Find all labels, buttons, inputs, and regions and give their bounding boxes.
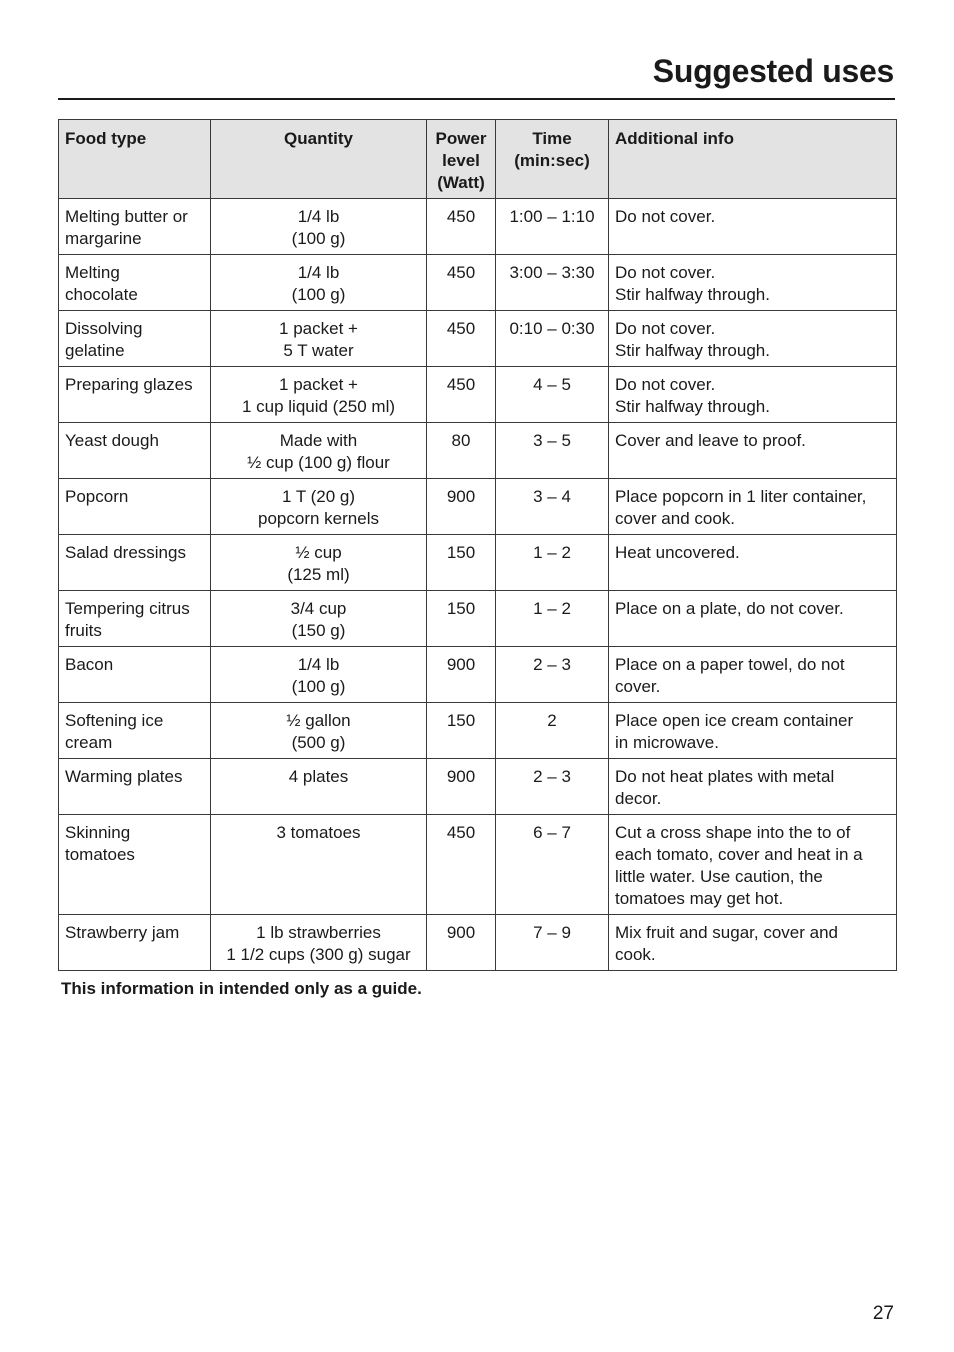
cell-food-type: Preparing glazes xyxy=(59,367,211,423)
cell-food-type: Strawberry jam xyxy=(59,915,211,971)
cell-power-level: 150 xyxy=(427,535,496,591)
cell-power-level: 450 xyxy=(427,815,496,915)
cell-time: 6 – 7 xyxy=(496,815,609,915)
table-row xyxy=(59,367,897,423)
cell-additional-info: Do not cover. Stir halfway through. xyxy=(609,367,897,423)
cell-food-type: Yeast dough xyxy=(59,423,211,479)
cell-food-type: Melting butter or margarine xyxy=(59,199,211,255)
cell-food-type: Popcorn xyxy=(59,479,211,535)
cell-quantity: 1 packet + 5 T water xyxy=(211,311,427,367)
cell-time: 1:00 – 1:10 xyxy=(496,199,609,255)
cell-quantity: 4 plates xyxy=(211,759,427,815)
cell-time: 2 – 3 xyxy=(496,759,609,815)
suggested-uses-table xyxy=(58,119,897,971)
cell-additional-info: Cut a cross shape into the to of each tomato, cover and heat in a little water. Use caution, the tomatoes may get hot. xyxy=(609,815,897,915)
cell-additional-info: Do not heat plates with metal decor. xyxy=(609,759,897,815)
guide-footnote: This information in intended only as a guide. xyxy=(61,979,422,998)
table-row xyxy=(59,423,897,479)
table-row xyxy=(59,535,897,591)
cell-food-type: Bacon xyxy=(59,647,211,703)
table-row xyxy=(59,199,897,255)
table-row xyxy=(59,703,897,759)
cell-power-level: 900 xyxy=(427,647,496,703)
cell-time: 0:10 – 0:30 xyxy=(496,311,609,367)
table-row xyxy=(59,591,897,647)
table-row xyxy=(59,311,897,367)
cell-power-level: 150 xyxy=(427,591,496,647)
cell-quantity: 1/4 lb (100 g) xyxy=(211,199,427,255)
cell-food-type: Softening ice cream xyxy=(59,703,211,759)
cell-time: 4 – 5 xyxy=(496,367,609,423)
cell-food-type: Salad dressings xyxy=(59,535,211,591)
cell-time: 3:00 – 3:30 xyxy=(496,255,609,311)
cell-time: 7 – 9 xyxy=(496,915,609,971)
cell-time: 2 xyxy=(496,703,609,759)
cell-time: 1 – 2 xyxy=(496,535,609,591)
cell-additional-info: Heat uncovered. xyxy=(609,535,897,591)
cell-food-type: Tempering citrus fruits xyxy=(59,591,211,647)
cell-additional-info: Do not cover. Stir halfway through. xyxy=(609,255,897,311)
cell-quantity: ½ cup (125 ml) xyxy=(211,535,427,591)
cell-additional-info: Place popcorn in 1 liter container, cover and cook. xyxy=(609,479,897,535)
table-header-row xyxy=(59,120,897,199)
header-food-type: Food type xyxy=(59,120,211,199)
table-row xyxy=(59,815,897,915)
cell-food-type: Skinning tomatoes xyxy=(59,815,211,915)
cell-power-level: 450 xyxy=(427,311,496,367)
cell-additional-info: Place open ice cream container in microwave. xyxy=(609,703,897,759)
table-row xyxy=(59,479,897,535)
cell-quantity: 1/4 lb (100 g) xyxy=(211,255,427,311)
header-power-level: Power level (Watt) xyxy=(427,120,496,199)
cell-quantity: 1 packet + 1 cup liquid (250 ml) xyxy=(211,367,427,423)
cell-food-type: Dissolving gelatine xyxy=(59,311,211,367)
cell-power-level: 900 xyxy=(427,479,496,535)
cell-power-level: 80 xyxy=(427,423,496,479)
cell-quantity: Made with ½ cup (100 g) flour xyxy=(211,423,427,479)
cell-quantity: 1 T (20 g) popcorn kernels xyxy=(211,479,427,535)
cell-power-level: 150 xyxy=(427,703,496,759)
cell-additional-info: Do not cover. xyxy=(609,199,897,255)
cell-power-level: 900 xyxy=(427,759,496,815)
cell-time: 1 – 2 xyxy=(496,591,609,647)
cell-time: 3 – 5 xyxy=(496,423,609,479)
cell-additional-info: Cover and leave to proof. xyxy=(609,423,897,479)
cell-quantity: 3 tomatoes xyxy=(211,815,427,915)
header-quantity: Quantity xyxy=(211,120,427,199)
page-title: Suggested uses xyxy=(652,53,894,89)
cell-additional-info: Place on a paper towel, do not cover. xyxy=(609,647,897,703)
table-row xyxy=(59,915,897,971)
title-rule xyxy=(58,98,895,100)
cell-time: 3 – 4 xyxy=(496,479,609,535)
cell-food-type: Warming plates xyxy=(59,759,211,815)
cell-quantity: 1/4 lb (100 g) xyxy=(211,647,427,703)
cell-additional-info: Do not cover. Stir halfway through. xyxy=(609,311,897,367)
cell-power-level: 900 xyxy=(427,915,496,971)
header-time: Time (min:sec) xyxy=(496,120,609,199)
table-row xyxy=(59,647,897,703)
cell-quantity: 3/4 cup (150 g) xyxy=(211,591,427,647)
cell-time: 2 – 3 xyxy=(496,647,609,703)
header-additional-info: Additional info xyxy=(609,120,897,199)
table-row xyxy=(59,255,897,311)
cell-quantity: ½ gallon (500 g) xyxy=(211,703,427,759)
cell-additional-info: Place on a plate, do not cover. xyxy=(609,591,897,647)
cell-power-level: 450 xyxy=(427,367,496,423)
cell-quantity: 1 lb strawberries 1 1/2 cups (300 g) sugar xyxy=(211,915,427,971)
page-number: 27 xyxy=(872,1303,894,1324)
table-row xyxy=(59,759,897,815)
cell-power-level: 450 xyxy=(427,255,496,311)
cell-additional-info: Mix fruit and sugar, cover and cook. xyxy=(609,915,897,971)
cell-power-level: 450 xyxy=(427,199,496,255)
cell-food-type: Melting chocolate xyxy=(59,255,211,311)
